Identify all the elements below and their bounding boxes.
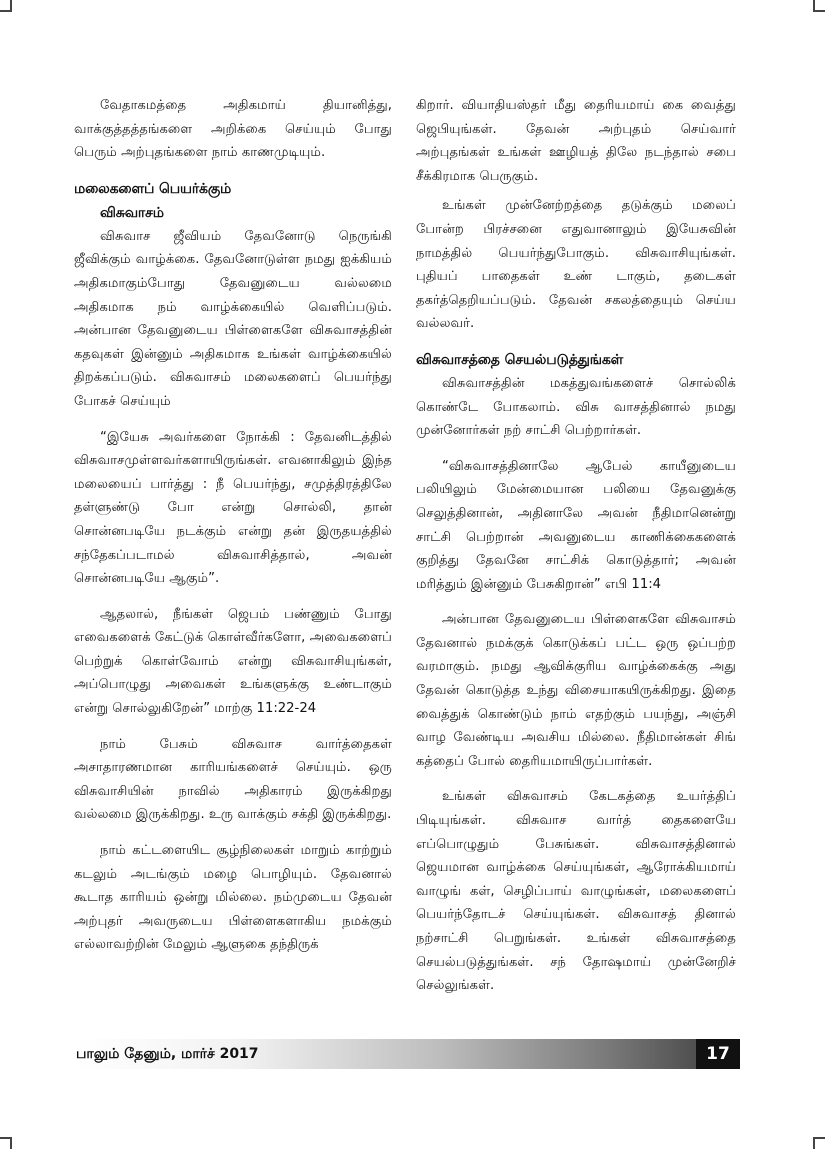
crop-mark-top-right <box>813 0 825 12</box>
left-column <box>74 94 392 957</box>
right-paragraph-2: உங்கள் முன்னேற்றத்தை தடுக்கும் மலைப் போன்ற பிரச்சனை எதுவானாலும் இயேசுவின் நாமத்தில் பெயர்ந்துபோகும். விசுவாசியுங்கள். புதியப் பாதைகள் உண் டாகும், தடைகள் தகர்த்தெறியப்படும். தேவன் சகலத்தையும் செய்ய வல்லவர். <box>416 198 736 332</box>
left-paragraph-6: நாம் கட்டளையிட சூழ்நிலைகள் மாறும் காற்றும் கடலும் அடங்கும் மழை பொழியும். தேவனால் கூடாத காரியம் ஒன்று மில்லை. நம்முடைய தேவன் அற்புதர் அவருடைய பிள்ளைகளாகிய நமக்கும் எல்லாவற்றின் மேலும் ஆளுகை தந்திருக் <box>74 843 392 953</box>
crop-mark-bottom-left <box>0 1137 12 1149</box>
right-paragraph-5: அன்பான தேவனுடைய பிள்ளைகளே விசுவாசம் தேவனால் நமக்குக் கொடுக்கப் பட்ட ஒரு ஒப்பற்ற வரமாகும். நமது ஆவிக்குரிய வாழ்க்கைக்கு அது தேவன் கொடுத்த உந்து விசையாகயிருக்கிறது. இதை வைத்துக் கொண்டும் நாம் எதற்கும் பயந்து, அஞ்சி வாழ வேண்டிய அவசிய மில்லை. நீதிமான்கள் சிங் கத்தைப் போல் தைரியமாயிருப்பார்கள். <box>416 612 736 769</box>
section-heading-line-1: மலைகளைப் பெயர்க்கும் <box>74 180 232 197</box>
right-paragraph-1: கிறார். வியாதியஸ்தர் மீது தைரியமாய் கை வைத்து ஜெபியுங்கள். தேவன் அற்புதம் செய்வார் அற்புதங்கள் உங்கள் ஊழியத் திலே நடந்தால் சபை சீக்கிரமாக பெருகும். <box>416 98 736 184</box>
right-column <box>416 94 736 998</box>
right-paragraph-3: விசுவாசத்தின் மகத்துவங்களைச் சொல்லிக் கொண்டே போகலாம். விசு வாசத்தினால் நமது முன்னோர்கள் நற் சாட்சி பெற்றார்கள். <box>416 375 736 439</box>
section-heading-line-2: விசுவாசம் <box>100 204 164 221</box>
right-paragraph-6: உங்கள் விசுவாசம் கேடகத்தை உயர்த்திப் பிடியுங்கள். விசுவாச வார்த் தைகளையே எப்பொழுதும் பேசுங்கள். விசுவாசத்தினால் ஜெயமான வாழ்க்கை செய்யுங்கள், ஆரோக்கியமாய் வாழுங் கள், செழிப்பாய் வாழுங்கள், மலைகளைப் பெயர்ந்தோடச் செய்யுங்கள். விசுவாசத் தினால் நற்சாட்சி பெறுங்கள். உங்கள் விசுவாசத்தை செயல்படுத்துங்கள். சந் தோஷமாய் முன்னேறிச் செல்லுங்கள். <box>416 789 736 994</box>
left-paragraph-3: “இயேசு அவர்களை நோக்கி : தேவனிடத்தில் விசுவாசமுள்ளவர்களாயிருங்கள். எவனாகிலும் இந்த மலையைப் பார்த்து : நீ பெயர்ந்து, சமுத்திரத்திலே தள்ளுண்டு போ என்று சொல்லி, தான் சொன்னபடியே நடக்கும் என்று தன் இருதயத்தில் சந்தேகப்படாமல் விசுவாசித்தால், அவன் சொன்னபடியே ஆகும்”. <box>74 429 392 587</box>
left-paragraph-4: ஆதலால், நீங்கள் ஜெபம் பண்ணும் போது எவைகளைக் கேட்டுக் கொள்வீர்களோ, அவைகளைப் பெற்றுக் கொள்வோம் என்று விசுவாசியுங்கள், அப்பொழுது அவைகள் உங்களுக்கு உண்டாகும் என்று சொல்லுகிறேன்” மாற்கு 11:22-24 <box>74 606 392 717</box>
crop-mark-top-left <box>0 0 12 12</box>
section-heading-activate-faith: விசுவாசத்தை செயல்படுத்துங்கள் <box>416 351 624 368</box>
crop-mark-bottom-right <box>813 1137 825 1149</box>
page-number: 17 <box>696 1039 740 1069</box>
left-paragraph-1: வேதாகமத்தை அதிகமாய் தியானித்து, வாக்குத்தத்தங்களை அறிக்கை செய்யும் போது பெரும் அற்புதங்களை நாம் காணமுடியும். <box>74 98 392 161</box>
right-paragraph-4: “விசுவாசத்தினாலே ஆபேல் காயீனுடைய பலியிலும் மேன்மையான பலியை தேவனுக்கு செலுத்தினான், அதினாலே அவன் நீதிமானென்று சாட்சி பெற்றான் அவனுடைய காணிக்கைகளைக் குறித்து தேவனே சாட்சிக் கொடுத்தார்; அவன் மரித்தும் இன்னும் பேசுகிறான்” எபி 11:4 <box>416 458 736 592</box>
left-paragraph-2: விசுவாச ஜீவியம் தேவனோடு நெருங்கி ஜீவிக்கும் வாழ்க்கை. தேவனோடுள்ள நமது ஐக்கியம் அதிகமாகும்போது தேவனுடைய வல்லமை அதிகமாக நம் வாழ்க்கையில் வெளிப்படும். அன்பான தேவனுடைய பிள்ளைகளே விசுவாசத்தின் கதவுகள் இன்னும் அதிகமாக உங்கள் வாழ்க்கையில் திறக்கப்படும். விசுவாசம் மலைகளைப் பெயர்ந்து போகச் செய்யும் <box>74 228 392 409</box>
left-paragraph-5: நாம் பேசும் விசுவாச வார்த்தைகள் அசாதாரணமான காரியங்களைச் செய்யும். ஒரு விசுவாசியின் நாவில் அதிகாரம் இருக்கிறது வல்லமை இருக்கிறது. உரு வாக்கும் சக்தி இருக்கிறது. <box>74 736 392 823</box>
footer-magazine-title: பாலும் தேனும், மார்ச் 2017 <box>76 1046 259 1062</box>
section-heading-mountain-faith <box>74 177 392 225</box>
